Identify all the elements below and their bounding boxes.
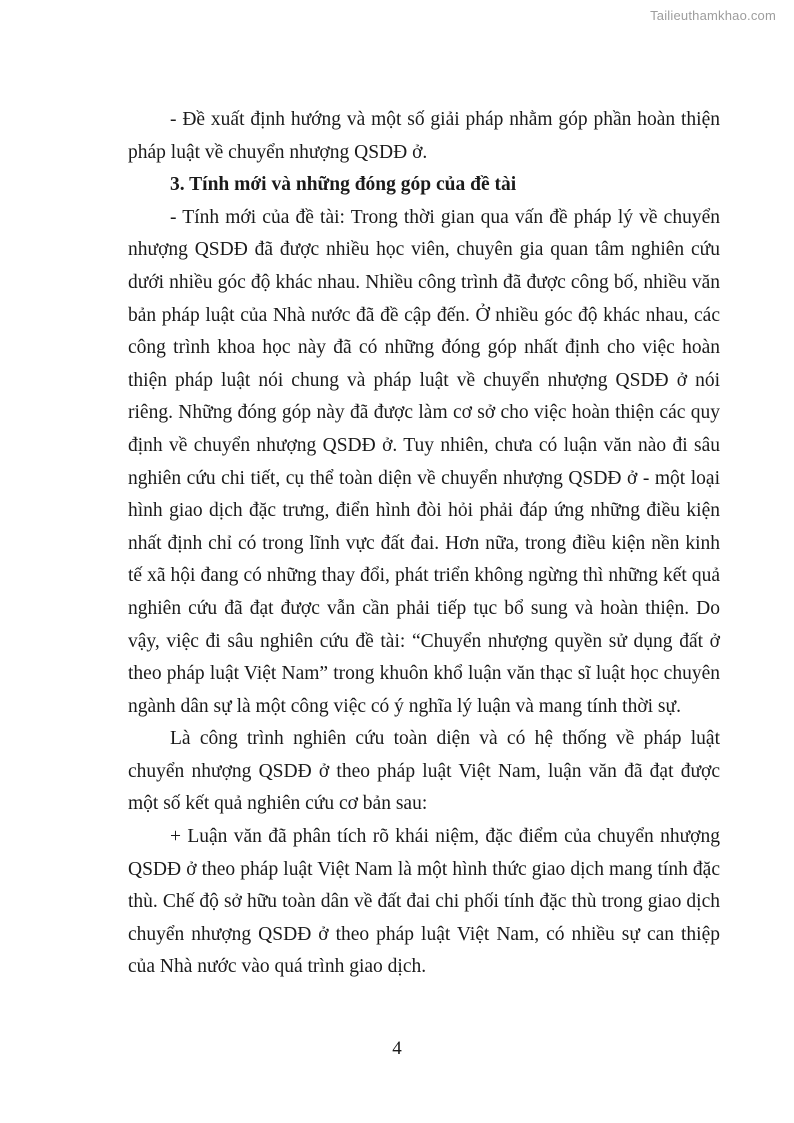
paragraph-novelty-of-topic: - Tính mới của đề tài: Trong thời gian qua vấn đề pháp lý về chuyển nhượng QSDĐ đã được nhiều học viên, chuyên gia quan tâm nghiên cứu dưới nhiều góc độ khác nhau. Nhiều công trình đã được công bố, nhiều văn bản pháp luật của Nhà nước đã đề cập đến. Ở nhiều góc độ khác nhau, các công trình khoa học này đã có những đóng góp nhất định cho việc hoàn thiện pháp luật nói chung và pháp luật về chuyển nhượng QSDĐ ở nói riêng. Những đóng góp này đã được làm cơ sở cho việc hoàn thiện các quy định về chuyển nhượng QSDĐ ở. Tuy nhiên, chưa có luận văn nào đi sâu nghiên cứu chi tiết, cụ thể toàn diện về chuyển nhượng QSDĐ ở - một loại hình giao dịch đặc trưng, điển hình đòi hỏi phải đáp ứng những điều kiện nhất định chỉ có trong lĩnh vực đất đai. Hơn nữa, trong điều kiện nền kinh tế xã hội đang có những thay đổi, phát triển không ngừng thì những kết quả nghiên cứu đã đạt được vẫn cần phải tiếp tục bổ sung và hoàn thiện. Do vậy, việc đi sâu nghiên cứu đề tài: “Chuyển nhượng quyền sử dụng đất ở theo pháp luật Việt Nam” trong khuôn khổ luận văn thạc sĩ luật học chuyên ngành dân sự là một công việc có ý nghĩa lý luận và mang tính thời sự. (128, 206, 720, 717)
paragraph-thesis-analysis: + Luận văn đã phân tích rõ khái niệm, đặc điểm của chuyển nhượng QSDĐ ở theo pháp luật Việt Nam là một hình thức giao dịch mang tính đặc thù. Chế độ sở hữu toàn dân về đất đai chi phối tính đặc thù trong giao dịch chuyển nhượng QSDĐ ở theo pháp luật Việt Nam, có nhiều sự can thiệp của Nhà nước vào quá trình giao dịch. (128, 826, 720, 978)
paragraph-research-proposal: - Đề xuất định hướng và một số giải pháp nhằm góp phần hoàn thiện pháp luật về chuyển nhượng QSDĐ ở. (128, 109, 720, 163)
document-body (128, 104, 720, 984)
paragraph-comprehensive-research: Là công trình nghiên cứu toàn diện và có hệ thống về pháp luật chuyển nhượng QSDĐ ở theo pháp luật Việt Nam, luận văn đã đạt được một số kết quả nghiên cứu cơ bản sau: (128, 728, 720, 815)
page-number: 4 (392, 1038, 402, 1059)
watermark-text: Tailieuthamkhao.com (650, 8, 776, 23)
section-heading-3: 3. Tính mới và những đóng góp của đề tài (170, 174, 517, 196)
